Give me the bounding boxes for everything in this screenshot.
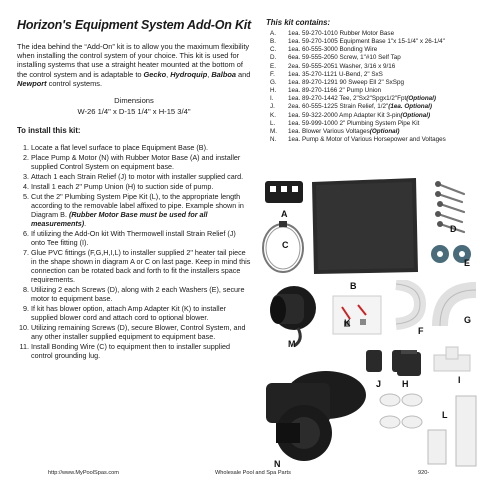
left-column [17,18,251,361]
kit-item: G. 1ea. 89-270-1291 90 Sweep Ell 2" SxSpg [270,78,405,86]
dimensions-title: Dimensions [114,96,154,106]
part-label-a: A [281,209,288,219]
pump-motor-image [256,365,376,465]
kit-item: M. 1ea. Blower Various Voltages (Optional) [270,127,400,135]
part-label-l: L [442,410,448,420]
plumbing-pipe-kit-image [376,388,486,468]
kit-item: L. 1ea. 59-999-1000 2" Plumbing System Pipe Kit [270,119,420,127]
install-step: 5. Cut the 2" Plumbing System Pipe Kit (L), to the appropriate length according to the removable label affixed to pipe. Example shown in Diagram B. (Rubber Motor Base must be used for all measurements). [31,192,251,228]
kit-item: D. 6ea. 59-555-2050 Screw, 1"#10 Self Tap [270,54,401,62]
install-step: 4. Install 1 each 2" Pump Union (H) to suction side of pump. [31,182,251,191]
rubber-motor-base-image [263,177,305,207]
install-step: 6. If utilizing the Add-On kit With Thermowell install Strain Relief (J) onto Tee fitting (I). [31,229,251,247]
part-label-m: M [288,339,296,349]
install-step: 8. Utilizing 2 each Screws (D), along with 2 each Washers (E), secure motor to equipment base. [31,285,251,303]
part-label-k: K [344,318,351,328]
kit-item: A. 1ea. 59-270-1010 Rubber Motor Base [270,30,395,37]
part-label-g: G [464,315,472,325]
equipment-base-image [310,176,420,276]
kit-item: N. 1ea. Pump & Motor of Various Horsepower and Voltages [270,136,446,144]
install-step: 9. If kit has blower option, attach Amp Adapter Kit (K) to installer supplied blower cord and attach cord to optional blower. [31,304,251,322]
page-title: Horizon's Equipment System Add-On Kit [17,18,252,32]
brand-newport: Newport [17,78,47,88]
kit-contents-title: This kit contains: [266,18,331,27]
part-label-f: F [418,326,424,336]
install-steps [17,143,251,360]
part-label-h: H [402,379,409,389]
footer-tagline: Wholesale Pool and Spa Parts [215,470,291,476]
install-step: 1. Locate a flat level surface to place Equipment Base (B). [31,143,251,152]
kit-item: I. 1ea. 89-270-1442 Tee, 2"Sx2"Spgx1/2"Fpt (Optional) [270,95,437,103]
part-label-b: B [350,281,357,291]
kit-item: J. 2ea. 60-555-1225 Strain Relief, 1/2" (1ea. Optional) [270,103,432,111]
part-label-e: E [464,258,471,268]
part-label-i: I [458,375,461,385]
pump-union-image [394,348,424,380]
brand-balboa: Balboa [211,69,236,79]
intro-sep: and [235,69,251,79]
kit-item: K. 1ea. 59-322-2000 Amp Adapter Kit 3-pin (Optional) [270,111,431,119]
intro-text-end: control systems. [46,78,103,88]
kit-item: F. 1ea. 35-270-1121 U-Bend, 2" SxS [270,70,383,78]
footer-website-link[interactable]: http://www.MyPoolSpas.com [48,470,119,476]
brand-gecko: Gecko [143,69,167,79]
kit-item: E. 2ea. 59-555-2051 Washer, 3/16 x 9/16 [270,62,396,70]
intro-sep: , [166,69,171,79]
install-step: 10. Utilizing remaining Screws (D), secure Blower, Control System, and any other installer supplied equipment to equipment base. [31,323,251,341]
intro-paragraph [17,42,251,88]
install-step: 7. Glue PVC fittings (F,G,H,I,L) to installer supplied 2" heater tail piece in the shape shown in diagram A or C on last page. Keep in mind this connection can be rotated back and forth to fit the installers space requirements. [31,248,251,284]
kit-item: B. 1ea. 59-270-1005 Equipment Base 1"x 15-1/4" x 26-1/4" [270,38,445,46]
blower-image [258,280,326,348]
install-step-emphasis: (Rubber Motor Base must be used for all measurements) [31,210,208,229]
kit-item: H. 1ea. 89-270-1166 2" Pump Union [270,87,382,95]
right-column [266,18,486,144]
part-label-d: D [450,224,457,234]
intro-sep: , [207,69,212,79]
dimensions-value: W-26 1/4" x D-15 1/4" x H-15 3/4" [77,107,191,117]
tee-fitting-image [432,345,472,383]
kit-contents-list [266,30,486,144]
part-label-c: C [282,240,289,250]
part-label-n: N [274,459,281,469]
part-label-j: J [376,379,382,389]
intro-text: The idea behind the “Add-On” kit is to allow you the maximum flexibility when installing the control system of your choice. This kit is used for installing systems that use a straight heater mounted at the bottom of the control system and is adaptable to [17,42,250,79]
amp-adapter-kit-image [332,295,382,335]
kit-item: C. 1ea. 60-555-3000 Bonding Wire [270,46,378,54]
install-step: 2. Place Pump & Motor (N) with Rubber Motor Base (A) and installer supplied Control System on equipment base. [31,153,251,171]
footer-phone: 920- [418,470,430,476]
install-step: 11. Install Bonding Wire (C) to equipment then to installer supplied control grounding lug. [31,342,251,360]
install-title: To install this kit: [17,126,81,136]
install-step: 3. Attach 1 each Strain Relief (J) to motor with installer supplied card. [31,172,251,181]
brand-hydroquip: Hydroquip [170,69,208,79]
sweep-elbow-image [432,278,480,330]
